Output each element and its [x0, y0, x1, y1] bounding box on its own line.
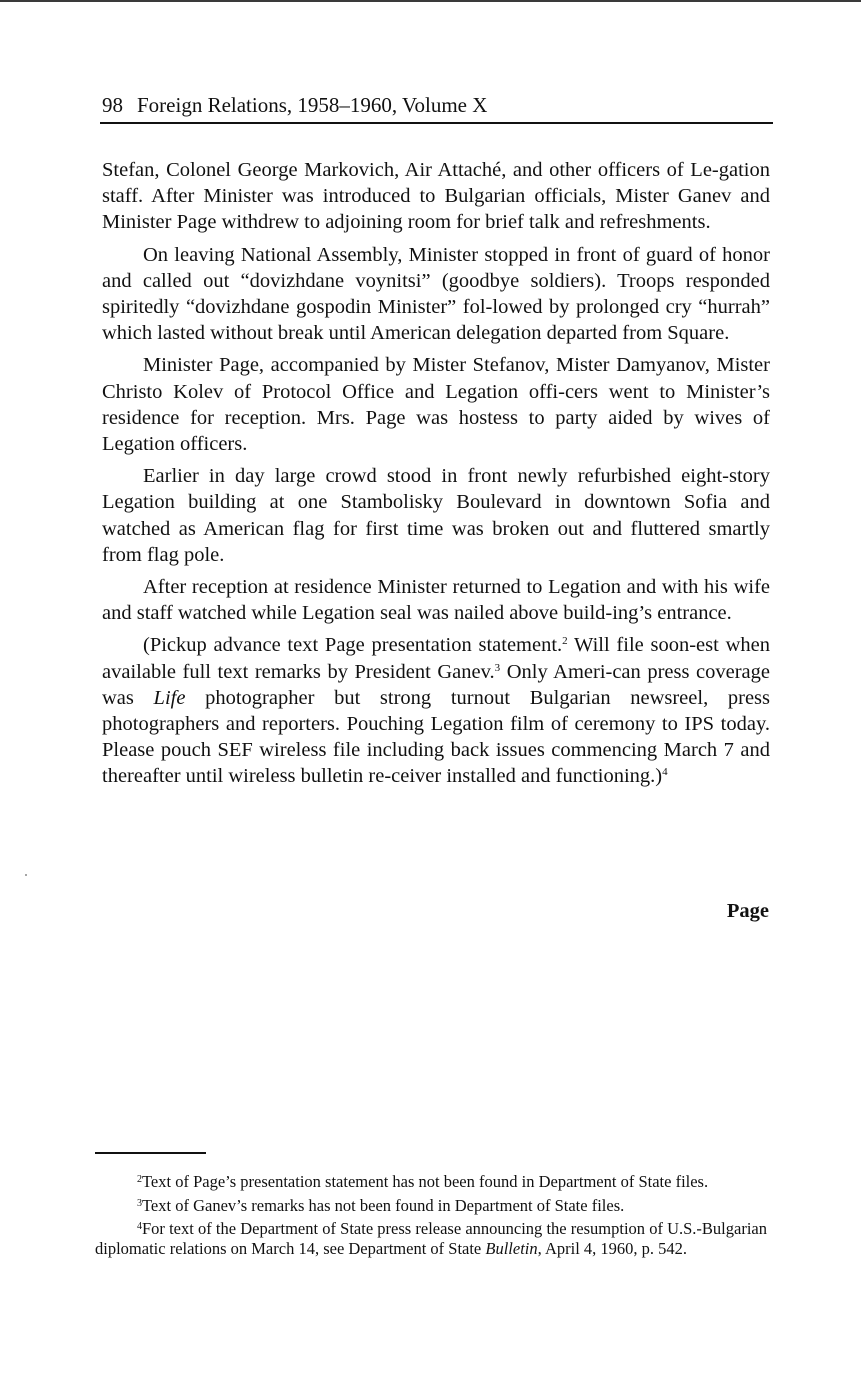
- footnote-text: Text of Ganev’s remarks has not been found in Department of State files.: [142, 1195, 625, 1215]
- pickup-text-4: photographer but strong turnout Bulgarian newsreel, press photographers and reporters. Pouching Legation film of ceremony to IPS today. Please pouch SEF wireless file including back issues commencing March 7 and thereafter until wireless bulletin re-ceiver installed and functioning.): [102, 686, 770, 788]
- paragraph-continuation: Stefan, Colonel George Markovich, Air Attaché, and other officers of Le-gation staff. After Minister was introduced to Bulgarian officials, Mister Ganev and Minister Page withdrew to adjoining room for brief talk and refreshments.: [102, 159, 770, 234]
- footnote-marker: 4: [137, 1221, 142, 1232]
- paragraph: After reception at residence Minister returned to Legation and with his wife and staff watched while Legation seal was nailed above build-ing’s entrance.: [102, 576, 770, 625]
- footnote-ref: 2: [562, 635, 568, 648]
- footnote-rule: [95, 1152, 206, 1154]
- footnote: [95, 1219, 767, 1258]
- bulletin-italic: Bulletin: [485, 1238, 538, 1258]
- footnote-marker: 3: [137, 1197, 142, 1209]
- volume-title: Foreign Relations, 1958–1960, Volume X: [137, 93, 488, 117]
- scan-speck: [25, 874, 27, 876]
- footnote-text: Text of Page’s presentation statement has not been found in Department of State files.: [142, 1172, 709, 1191]
- page-number: 98: [102, 93, 123, 117]
- header-rule: [100, 122, 773, 124]
- footnote: [95, 1172, 767, 1192]
- paragraph: Earlier in day large crowd stood in front newly refurbished eight-story Legation building at one Stambolisky Boulevard in downtown Sofia and watched as American flag for first time was broken out and fluttered smartly from flag pole.: [102, 465, 770, 566]
- footnote-ref: 3: [494, 661, 501, 674]
- footnote-marker: 2: [137, 1174, 142, 1185]
- paragraph: On leaving National Assembly, Minister stopped in front of guard of honor and called out “dovizhdane voynitsi” (goodbye soldiers). Troops responded spiritedly “dovizhdane gospodin Minister” fol-lowed by prolonged cry “hurrah” which lasted without break until American delegation departed from Square.: [102, 243, 770, 345]
- footnote: [95, 1196, 767, 1216]
- scan-top-edge: [0, 0, 861, 2]
- footnotes: [95, 1172, 767, 1262]
- footnote-text: For text of the Department of State press release announcing the resumption of U.S.-Bulgarian diplomatic relations on March 14, see Department of State: [95, 1219, 767, 1258]
- paragraph-pickup: [102, 632, 770, 789]
- pickup-text-2: Will file soon-est when available full text remarks by President Ganev.: [102, 634, 770, 683]
- paragraph: Minister Page, accompanied by Mister Stefanov, Mister Damyanov, Mister Christo Kolev of Protocol Office and Legation offi-cers went to Minister’s residence for reception. Mrs. Page was hostess to party aided by wives of Legation officers.: [102, 354, 770, 456]
- running-head: [102, 92, 772, 118]
- document-body: [102, 157, 770, 796]
- pickup-text-3: Only Ameri-can press coverage was: [102, 660, 770, 709]
- signature: Page: [726, 900, 769, 922]
- pickup-text-1: (Pickup advance text Page presentation statement.: [143, 634, 563, 657]
- life-italic: Life: [153, 686, 186, 709]
- footnote-ref: 4: [662, 766, 668, 779]
- footnote-text: , April 4, 1960, p. 542.: [537, 1238, 688, 1258]
